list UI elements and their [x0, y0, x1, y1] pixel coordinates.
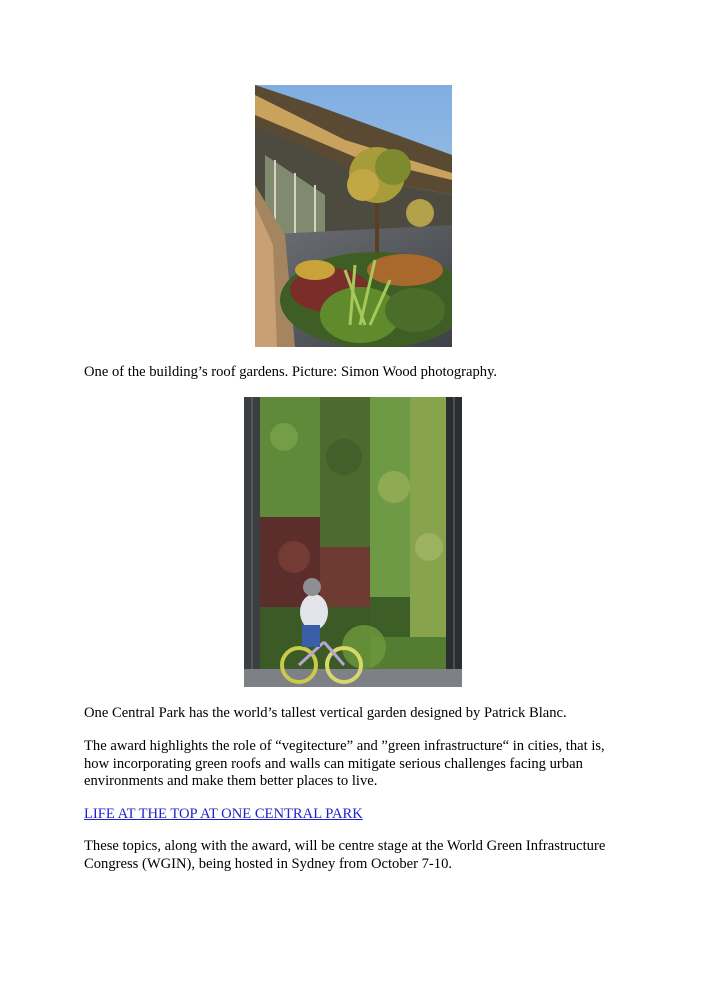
vertical-garden-image — [244, 397, 462, 687]
roof-garden-image — [255, 85, 452, 347]
roof-garden-photo — [255, 85, 452, 347]
congress-paragraph: These topics, along with the award, will be centre stage at the World Green Infrastructure Congress (WGIN), being hosted in Sydney from October 7-10. — [84, 838, 606, 872]
vertical-garden-caption: One Central Park has the world’s tallest vertical garden designed by Patrick Blanc. — [84, 705, 567, 721]
vertical-garden-photo — [244, 397, 462, 687]
roof-garden-caption: One of the building’s roof gardens. Picture: Simon Wood photography. — [84, 364, 498, 380]
award-paragraph: The award highlights the role of “vegitecture” and ”green infrastructure“ in cities, that is, how incorporating green roofs and walls can mitigate serious challenges facing urban environments and make them better places to live. — [84, 738, 605, 789]
life-at-the-top-link[interactable]: LIFE AT THE TOP AT ONE CENTRAL PARK — [84, 806, 363, 822]
